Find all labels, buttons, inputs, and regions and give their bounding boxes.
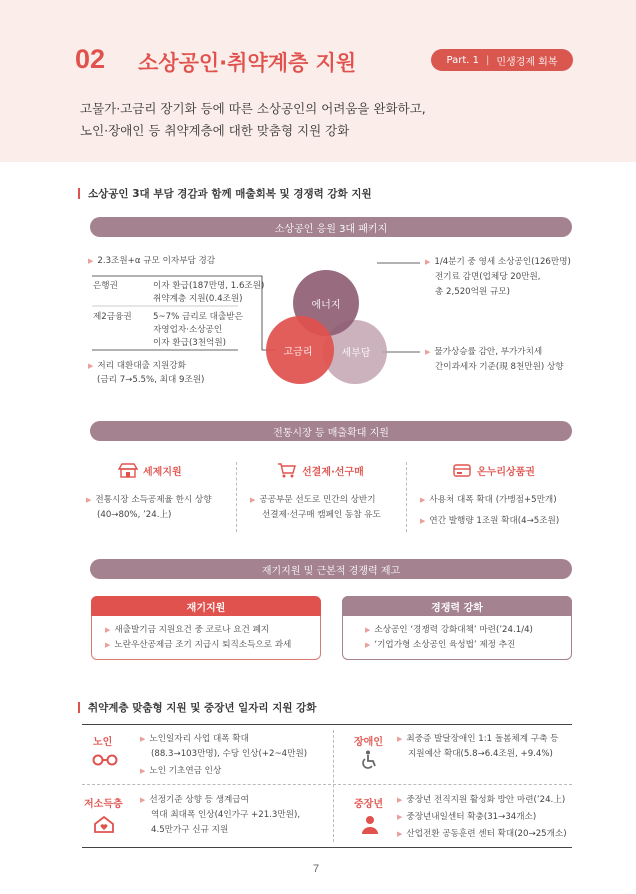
intro-line-1: 고물가·고금리 장기화 등에 따른 소상공인의 어려움을 완화하고, [80,101,426,116]
lowincome-line1: ▶ 선정기준 상향 등 생계급여 [140,795,249,805]
middle-line2: ▶ 중장년내일센터 확충(31→34개소) [397,812,537,822]
bullet-icon: ▶ [250,496,256,504]
restart-box-title: 재기지원 [91,596,321,616]
column-prepay-line1: ▶ 공공부문 선도로 민간의 상반기 [250,495,376,505]
bullet-icon: ▶ [397,796,403,804]
part-subtitle: 민생경제 회복 [496,56,558,68]
column-voucher-line2: ▶ 연간 발행량 1조원 확대(4→5조원) [420,516,560,526]
store-icon [118,462,138,478]
bullet-icon: ▶ [397,735,403,743]
category-lowincome: 저소득층 [84,799,123,810]
cart-icon [277,462,297,478]
house-heart-icon [93,815,115,833]
column-title-prepay: 선결제·선구매 [277,462,364,478]
table-top-rule [82,724,572,725]
bullet-icon: ▶ [105,641,111,649]
bank-label-1: 은행권 [93,281,118,291]
tax-support: ▶ 물가상승률 감안, 부가가치세 [425,347,543,357]
bullet-icon: ▶ [420,517,426,525]
compete-line1: ▶ 소상공인 ‘경쟁력 강화대책’ 마련(’24.1/4) [365,625,533,635]
market-pill: 전통시장 등 매출확대 지원 [90,421,572,441]
category-disabled: 장애인 [354,737,383,748]
section-title: 소상공인·취약계층 지원 [138,51,357,75]
wheelchair-icon [360,750,380,770]
glasses-icon [92,752,118,766]
lowincome-line3: 4.5만가구 신규 지원 [151,825,229,835]
middle-line1: ▶ 중장년 전직지원 활성화 방안 마련(’24.上) [397,795,566,805]
venn-label-interest: 고금리 [283,347,313,358]
bank-detail-2b: 자영업자·소상공인 [153,325,223,335]
disabled-line1: ▶ 최중증 발달장애인 1:1 돌봄체계 구축 등 [397,734,559,744]
middle-line3: ▶ 산업전환 공동훈련 센터 확대(20→25개소) [397,829,567,839]
bullet-icon: ▶ [140,796,146,804]
section1-heading-text: 소상공인 3대 부담 경감과 함께 매출회복 및 경쟁력 강화 지원 [88,188,372,200]
elderly-line3: ▶ 노인 기초연금 인상 [140,766,222,776]
energy-detail-2: 총 2,520억원 규모) [435,287,510,297]
lowincome-line2: 역대 최대폭 인상(4인가구 +21.3만원), [151,810,301,820]
restart-line1: ▶ 새출발기금 지원요건 중 코로나 요건 폐지 [105,625,270,635]
bank-detail-1a: 이자 환급(187만명, 1.6조원) [153,281,265,291]
bullet-icon: ▶ [88,362,94,370]
bank-label-2: 제2금융권 [93,312,132,322]
column-prepay-line2: 선결제·선구매 캠페인 동참 유도 [262,510,381,520]
table-center-divider [333,730,334,842]
package-pill: 소상공인 응원 3대 패키지 [90,217,572,237]
column-tax-line1: ▶ 전통시장 소득공제율 한시 상향 [86,495,212,505]
bullet-icon: ▶ [420,496,426,504]
bullet-icon: ▶ [397,830,403,838]
column-voucher-line1: ▶ 사용처 대폭 확대 (가맹점+5만개) [420,495,557,505]
column-title-tax: 세제지원 [118,462,182,478]
tax-detail: 간이과세자 기준(現 8천만원) 상향 [435,362,564,372]
bank-detail-2c: 이자 환급(3천억원) [153,338,227,348]
page-number: 7 [313,863,320,875]
bullet-icon: ▶ [397,813,403,821]
column-tax-line2: (40→80%, ’24.上) [97,510,172,520]
bullet-icon: ▶ [140,735,146,743]
restart-pill: 재기지원 및 근본적 경쟁력 제고 [90,559,572,579]
heading-bar [78,702,80,713]
compete-box-title: 경쟁력 강화 [342,596,572,616]
column-divider [406,462,407,532]
part-divider: | [485,54,490,66]
bank-detail-2a: 5~7% 금리로 대출받은 [153,312,243,322]
bullet-icon: ▶ [365,626,371,634]
section2-heading-text: 취약계층 맞춤형 지원 및 중장년 일자리 지원 강화 [88,702,317,714]
bullet-icon: ▶ [425,348,431,356]
disabled-line2: 지원예산 확대(5.8→6.4조원, +9.4%) [408,749,553,759]
part-label: Part. 1 [446,54,479,66]
section-number: 02 [75,44,106,74]
intro-line-2: 노인·장애인 등 취약계층에 대한 맞춤형 지원 강화 [80,123,350,138]
bullet-icon: ▶ [425,258,431,266]
table-mid-rule [82,784,572,785]
section2-heading [78,700,316,715]
table-bottom-rule [82,847,572,848]
elderly-line2: (88.3→103만명), 수당 인상(+2~4만원) [151,749,308,759]
energy-detail-1: 전기료 감면(업체당 20만원, [435,272,541,282]
low-rate-detail: (금리 7→5.5%, 최대 9조원) [97,375,205,385]
venn-label-tax: 세부담 [341,348,371,359]
bullet-icon: ▶ [86,496,92,504]
bullet-icon: ▶ [365,641,371,649]
elderly-line1: ▶ 노인일자리 사업 대폭 확대 [140,734,249,744]
low-rate-loan: ▶ 저리 대환대출 지원강화 [88,361,186,371]
compete-line2: ▶ ‘기업가형 소상공인 육성법’ 제정 추진 [365,640,516,650]
card-icon [452,462,472,478]
bullet-icon: ▶ [88,257,94,265]
energy-support: ▶ 1/4분기 중 영세 소상공인(126만명) [425,257,571,267]
category-elderly: 노인 [93,737,113,748]
restart-line2: ▶ 노란우산공제금 조기 지급시 퇴직소득으로 과세 [105,640,292,650]
bank-detail-1b: 취약계층 지원(0.4조원) [153,294,243,304]
category-middle: 중장년 [354,799,383,810]
column-title-voucher: 온누리상품권 [452,462,535,478]
bullet-icon: ▶ [140,767,146,775]
column-divider [236,462,237,532]
interest-headline: ▶ 2.3조원+α 규모 이자부담 경감 [88,256,216,266]
venn-label-energy: 에너지 [311,300,341,311]
person-icon [361,815,379,835]
bullet-icon: ▶ [105,626,111,634]
